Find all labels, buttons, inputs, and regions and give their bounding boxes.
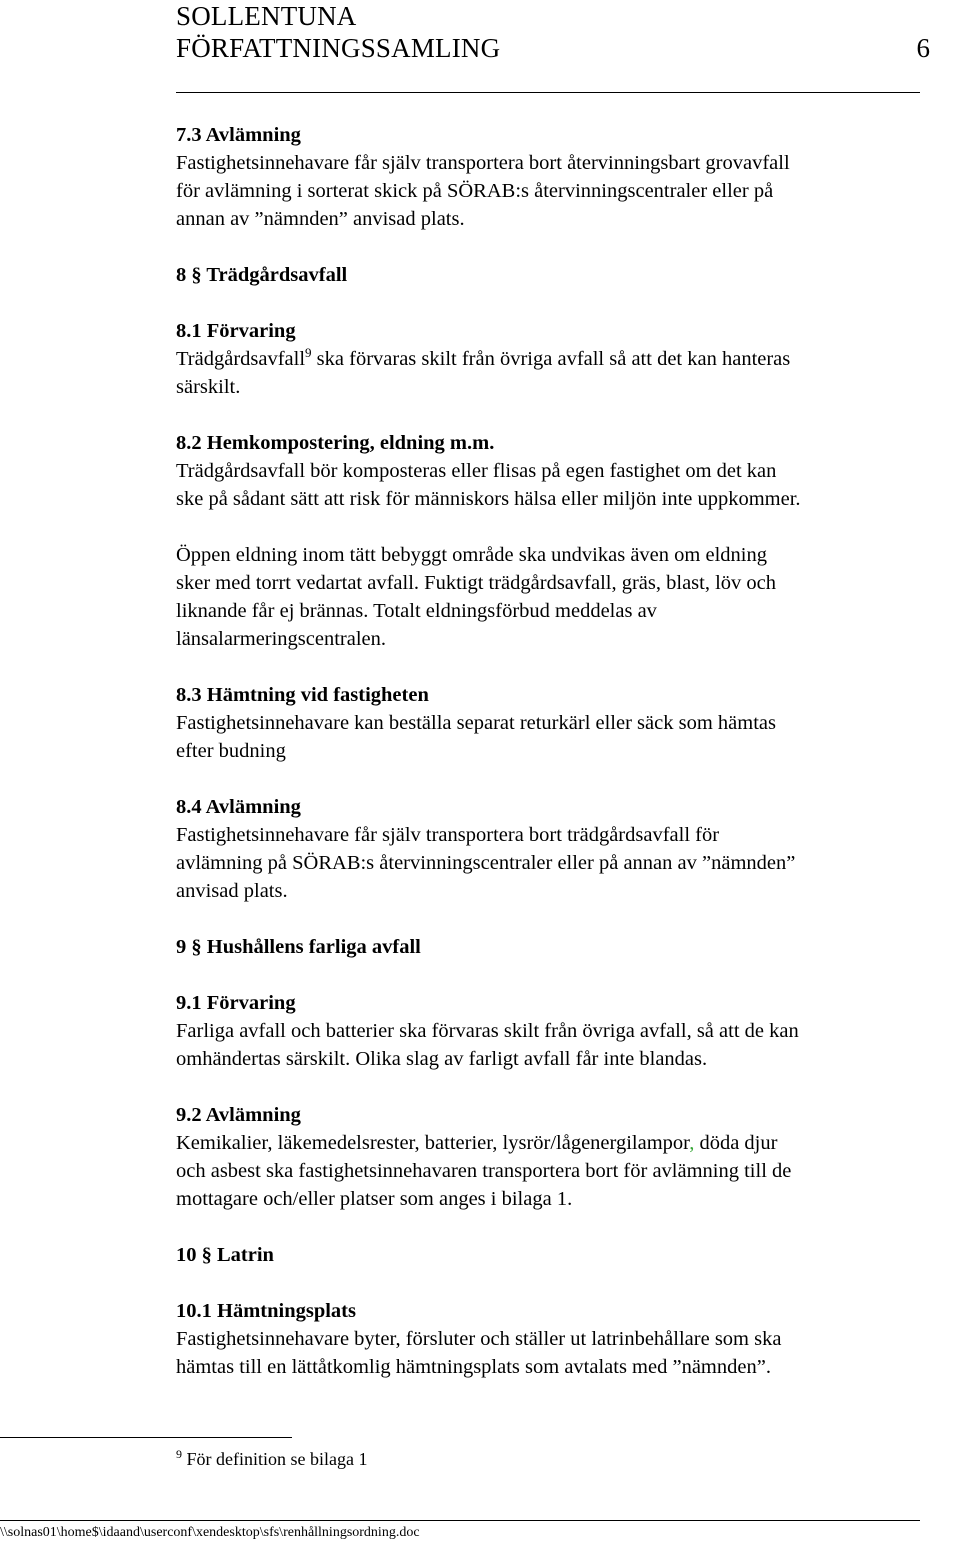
chapter-heading-10: 10 § Latrin (176, 1244, 274, 1266)
section-7-3 (176, 121, 920, 233)
footer-divider (0, 1520, 920, 1521)
section-8-3 (176, 681, 920, 765)
section-heading: 8.1 Förvaring (176, 320, 296, 342)
section-heading: 7.3 Avlämning (176, 124, 301, 146)
text-line: liknande får ej brännas. Totalt eldningsförbud meddelas av (176, 600, 657, 622)
text-line: sker med torrt vedartat avfall. Fuktigt trädgårdsavfall, gräs, blast, löv och (176, 572, 777, 594)
section-heading: 8.4 Avlämning (176, 796, 301, 818)
text-line: Fastighetsinnehavare får själv transportera bort återvinningsbart grovavfall (176, 152, 790, 174)
text-line: Öppen eldning inom tätt bebyggt område ska undvikas även om eldning (176, 544, 767, 566)
footnote-divider (0, 1437, 292, 1438)
footnote-text: För definition se bilaga 1 (182, 1449, 368, 1469)
footnote-reference[interactable]: 9 (305, 345, 312, 360)
text-line: mottagare och/eller platser som anges i bilaga 1. (176, 1188, 573, 1210)
document-body (176, 121, 920, 1381)
footnote (176, 1446, 367, 1472)
text-line: för avlämning i sorterat skick på SÖRAB:s återvinningscentraler eller på (176, 180, 774, 202)
section-9-2 (176, 1101, 920, 1213)
text-span: döda djur (694, 1132, 778, 1154)
text-line: Trädgårdsavfall bör komposteras eller flisas på egen fastighet om det kan (176, 460, 777, 482)
text-line: avlämning på SÖRAB:s återvinningscentraler eller på annan av ”nämnden” (176, 852, 796, 874)
footnote-number: 9 (176, 1447, 182, 1461)
text-line: Fastighetsinnehavare får själv transportera bort trädgårdsavfall för (176, 824, 720, 846)
text-span: ska förvaras skilt från övriga avfall så att det kan hanteras (311, 348, 791, 370)
text-line: särskilt. (176, 376, 241, 398)
section-heading: 8.2 Hemkompostering, eldning m.m. (176, 432, 495, 454)
text-span: Trädgårdsavfall (176, 348, 306, 370)
text-line: och asbest ska fastighetsinnehavaren transportera bort för avlämning till de (176, 1160, 792, 1182)
series-title-line-1: SOLLENTUNA (176, 1, 357, 31)
section-heading: 9.1 Förvaring (176, 992, 296, 1014)
text-line: Fastighetsinnehavare kan beställa separat returkärl eller säck som hämtas (176, 712, 776, 734)
text-line: ske på sådant sätt att risk för människors hälsa eller miljön inte uppkommer. (176, 488, 801, 510)
chapter-heading-8: 8 § Trädgårdsavfall (176, 264, 348, 286)
text-line: omhändertas särskilt. Olika slag av farligt avfall får inte blandas. (176, 1048, 708, 1070)
section-8-4 (176, 793, 920, 905)
section-heading: 9.2 Avlämning (176, 1104, 301, 1126)
footer-file-path: \\solnas01\home$\idaand\userconf\xendesktop\sfs\renhållningsordning.doc (0, 1525, 420, 1540)
section-8-1 (176, 317, 920, 401)
text-line: Farliga avfall och batterier ska förvaras skilt från övriga avfall, så att de kan (176, 1020, 799, 1042)
text-line: annan av ”nämnden” anvisad plats. (176, 208, 465, 230)
text-line (176, 1129, 920, 1157)
header-divider (176, 92, 920, 93)
text-line: efter budning (176, 740, 286, 762)
text-line (176, 345, 920, 373)
page-number: 6 (916, 33, 930, 63)
highlighted-comma: , (689, 1132, 695, 1154)
section-8-2 (176, 429, 920, 653)
text-line: anvisad plats. (176, 880, 288, 902)
text-line: Fastighetsinnehavare byter, försluter och ställer ut latrinbehållare som ska (176, 1328, 782, 1350)
section-10-1 (176, 1297, 920, 1381)
text-line: länsalarmeringscentralen. (176, 628, 387, 650)
section-heading: 10.1 Hämtningsplats (176, 1300, 356, 1322)
chapter-heading-9: 9 § Hushållens farliga avfall (176, 936, 421, 958)
text-line: hämtas till en lättåtkomlig hämtningsplats som avtalats med ”nämnden”. (176, 1356, 771, 1378)
section-heading: 8.3 Hämtning vid fastigheten (176, 684, 429, 706)
document-series-title (176, 0, 776, 64)
text-span: Kemikalier, läkemedelsrester, batterier, lysrör/lågenergilampor (176, 1132, 690, 1154)
section-9-1 (176, 989, 920, 1073)
series-title-line-2: FÖRFATTNINGSSAMLING (176, 33, 501, 63)
